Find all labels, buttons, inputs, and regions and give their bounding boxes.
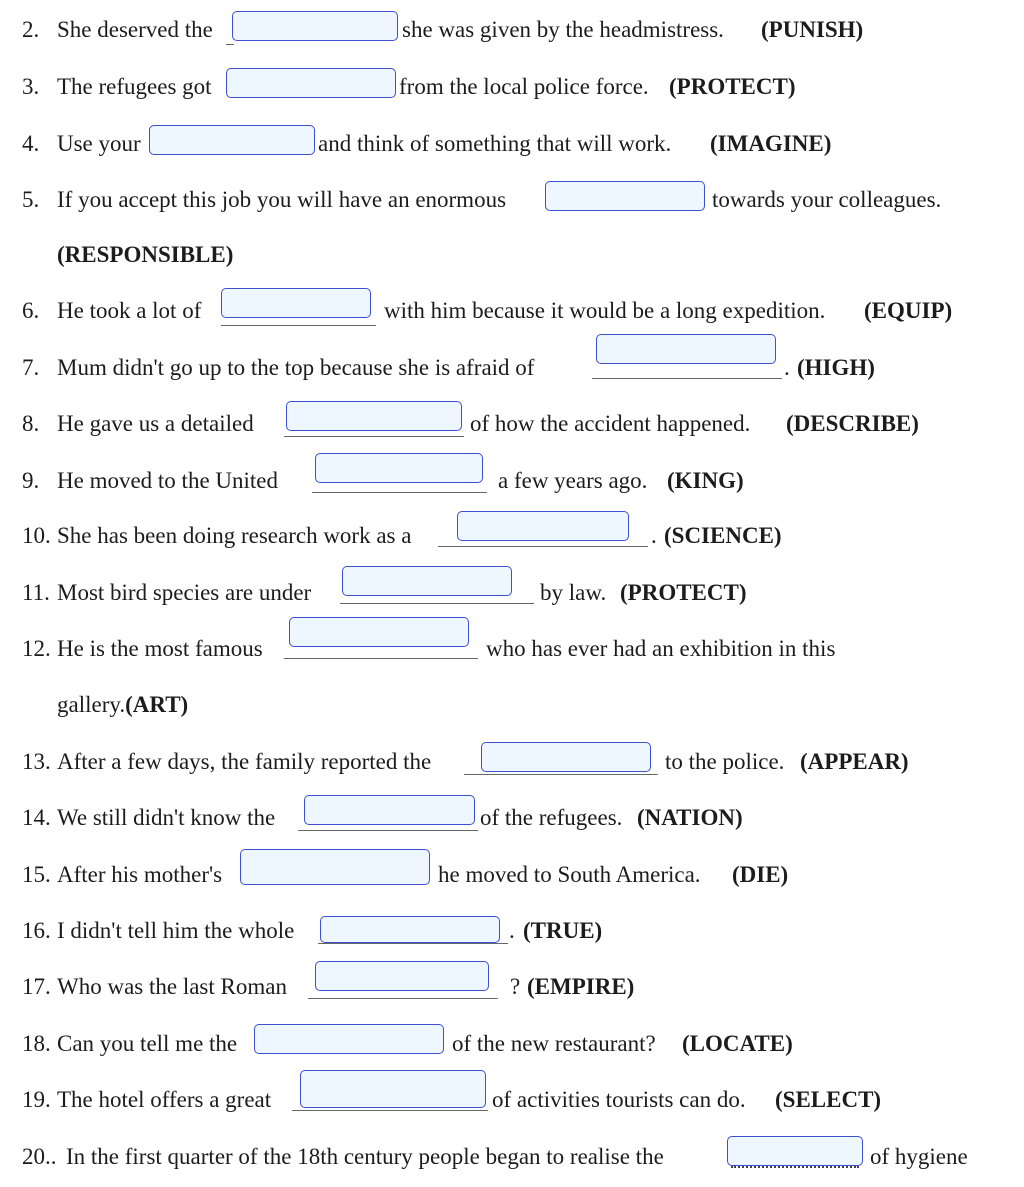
question-text-before: After a few days, the family reported the: [57, 749, 432, 774]
answer-underline: [464, 774, 658, 775]
question-number: 20..: [22, 1144, 57, 1169]
question-text-after: ?: [510, 974, 521, 999]
question-text-before: He took a lot of: [57, 298, 202, 323]
question-text-after: from the local police force.: [399, 74, 649, 99]
answer-input-16[interactable]: [320, 916, 500, 943]
question-number: 5.: [22, 187, 40, 212]
question-text-after: .: [784, 355, 790, 380]
question-text-after: towards your colleagues.: [712, 187, 942, 212]
answer-input-4[interactable]: [149, 125, 315, 155]
keyword-label: (LOCATE): [682, 1031, 793, 1056]
question-text-after: she was given by the headmistress.: [402, 17, 724, 42]
answer-underline: [292, 1110, 488, 1111]
answer-input-9[interactable]: [315, 453, 483, 483]
answer-underline: [340, 603, 534, 604]
question-text-before: She deserved the: [57, 17, 213, 42]
answer-underline: [284, 658, 478, 659]
question-text-before: Can you tell me the: [57, 1031, 238, 1056]
answer-input-2[interactable]: [232, 11, 398, 41]
question-text-before: I didn't tell him the whole: [57, 918, 295, 943]
question-number: 18.: [22, 1031, 51, 1056]
answer-input-3[interactable]: [226, 68, 396, 98]
answer-input-14[interactable]: [304, 795, 475, 825]
answer-underline: [284, 436, 464, 437]
answer-input-10[interactable]: [457, 511, 629, 541]
answer-input-5[interactable]: [545, 181, 705, 211]
question-12-continuation: [57, 692, 188, 718]
question-number: 6.: [22, 298, 40, 323]
question-number: 7.: [22, 355, 40, 380]
keyword-label: (EMPIRE): [527, 974, 635, 999]
answer-underline: [312, 492, 487, 493]
answer-underline: [298, 830, 478, 831]
question-text-after: by law.: [540, 580, 607, 605]
question-number: 3.: [22, 74, 40, 99]
keyword-label: (ART): [125, 692, 189, 717]
answer-input-12[interactable]: [289, 617, 469, 647]
keyword-label: (KING): [667, 468, 744, 493]
question-text-after: of the new restaurant?: [452, 1031, 656, 1056]
question-number: 14.: [22, 805, 51, 830]
answer-input-19[interactable]: [300, 1070, 486, 1108]
keyword-label: (SCIENCE): [664, 523, 782, 548]
question-text-after: who has ever had an exhibition in this: [486, 636, 836, 661]
question-text-after: to the police.: [665, 749, 785, 774]
question-text-before: She has been doing research work as a: [57, 523, 412, 548]
question-text-before: He moved to the United: [57, 468, 279, 493]
question-text-before: If you accept this job you will have an enormous: [57, 187, 507, 212]
question-text-after: with him because it would be a long expedition.: [384, 298, 826, 323]
keyword-label: (DIE): [732, 862, 789, 887]
question-text-after: a few years ago.: [498, 468, 648, 493]
answer-input-20[interactable]: [727, 1136, 863, 1166]
answer-input-8[interactable]: [286, 401, 462, 431]
question-text-before: We still didn't know the: [57, 805, 276, 830]
question-text-before: He gave us a detailed: [57, 411, 254, 436]
answer-underline: [438, 546, 648, 547]
answer-dotted-line: [731, 1166, 859, 1168]
keyword-label: (IMAGINE): [710, 131, 832, 156]
keyword-label: (NATION): [637, 805, 743, 830]
question-number: 9.: [22, 468, 40, 493]
keyword-label: (DESCRIBE): [786, 411, 919, 436]
question-number: 8.: [22, 411, 40, 436]
question-number: 15.: [22, 862, 51, 887]
question-number: 17.: [22, 974, 51, 999]
answer-input-11[interactable]: [342, 566, 512, 596]
answer-input-6[interactable]: [221, 288, 371, 318]
question-text-before: Most bird species are under: [57, 580, 312, 605]
keyword-label: (HIGH): [797, 355, 875, 380]
answer-underline: [221, 325, 376, 326]
keyword-label: (TRUE): [523, 918, 603, 943]
question-text-before: After his mother's: [57, 862, 223, 887]
question-number: 12.: [22, 636, 51, 661]
question-number: 2.: [22, 17, 40, 42]
answer-input-15[interactable]: [240, 849, 430, 885]
question-text-before: The hotel offers a great: [57, 1087, 272, 1112]
keyword-label: (RESPONSIBLE): [57, 242, 234, 267]
keyword-label: (EQUIP): [864, 298, 953, 323]
answer-input-13[interactable]: [481, 742, 651, 772]
question-text-before: Mum didn't go up to the top because she is afraid of: [57, 355, 535, 380]
keyword-label: (PROTECT): [669, 74, 796, 99]
question-text-before: Use your: [57, 131, 141, 156]
question-text-after: of how the accident happened.: [470, 411, 751, 436]
question-text-after: of hygiene: [870, 1144, 968, 1169]
question-text-after: and think of something that will work.: [318, 131, 672, 156]
question-text-after: .: [651, 523, 657, 548]
answer-input-17[interactable]: [315, 961, 489, 991]
question-text-before: He is the most famous: [57, 636, 263, 661]
question-text-after: of activities tourists can do.: [492, 1087, 746, 1112]
answer-underline: [318, 943, 508, 944]
answer-input-7[interactable]: [596, 334, 776, 364]
question-text-before: Who was the last Roman: [57, 974, 287, 999]
question-number: 16.: [22, 918, 51, 943]
question-number: 4.: [22, 131, 40, 156]
answer-underline: [592, 378, 782, 379]
keyword-label: (PUNISH): [761, 17, 864, 42]
question-number: 13.: [22, 749, 51, 774]
question-text-after: .: [509, 918, 515, 943]
keyword-label: (PROTECT): [620, 580, 747, 605]
answer-underline: [308, 998, 498, 999]
question-number: 19.: [22, 1087, 51, 1112]
answer-input-18[interactable]: [254, 1024, 444, 1054]
question-text-after: of the refugees.: [480, 805, 623, 830]
question-number: 10.: [22, 523, 51, 548]
keyword-label: (SELECT): [775, 1087, 882, 1112]
question-text-after: he moved to South America.: [438, 862, 701, 887]
question-text-before: In the first quarter of the 18th century people began to realise the: [66, 1144, 664, 1169]
answer-underline: [226, 44, 234, 45]
question-text-continued: gallery.: [57, 692, 126, 717]
question-number: 11.: [22, 580, 50, 605]
question-text-before: The refugees got: [57, 74, 212, 99]
keyword-label: (APPEAR): [800, 749, 909, 774]
